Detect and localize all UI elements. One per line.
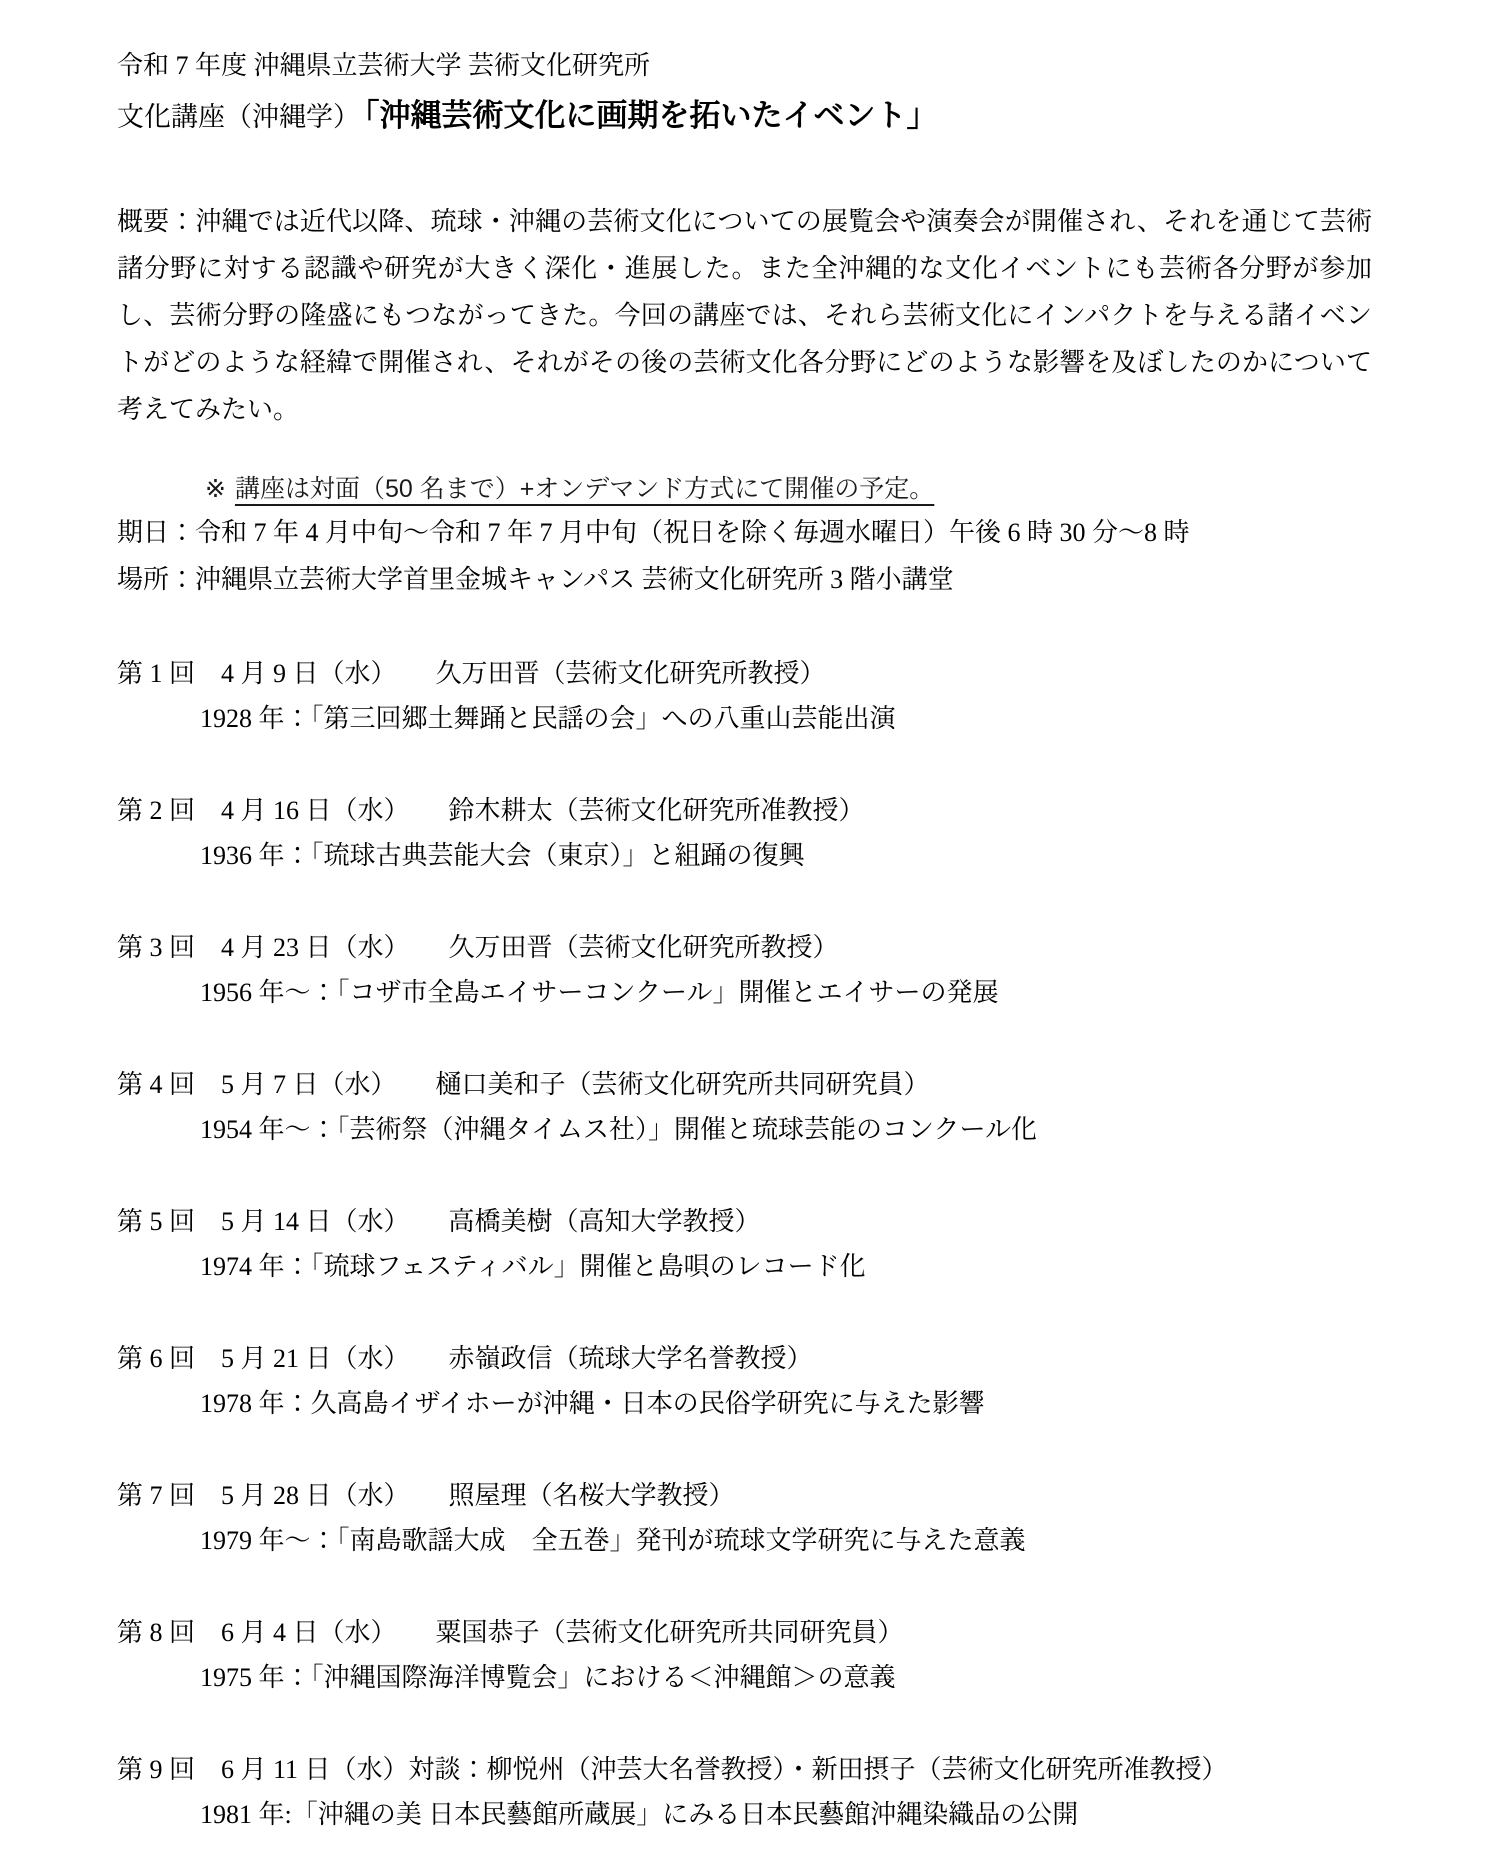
session-topic: 1978 年：久高島イザイホーが沖縄・日本の民俗学研究に与えた影響: [200, 1389, 985, 1418]
session-header: 第 6 回 5 月 21 日（水） 赤嶺政信（琉球大学名誉教授）: [117, 1344, 813, 1373]
note-text: 講座は対面（50 名まで）+オンデマンド方式にて開催の予定。: [234, 475, 935, 503]
session-row: [117, 1336, 1372, 1426]
lecture-series-label: 文化講座（沖縄学）: [117, 102, 360, 132]
overview-paragraph: 概要：沖縄では近代以降、琉球・沖縄の芸術文化についての展覧会や演奏会が開催され、それを通じて芸術諸分野に対する認識や研究が大きく深化・進展した。また全沖縄的な文化イベントにも芸術各分野が参加し、芸術分野の隆盛にもつながってきた。今回の講座では、それら芸術文化にインパクトを与える諸イベントがどのような経緯で開催され、それがその後の芸術文化各分野にどのような影響を及ぼしたのかについて考えてみたい。: [117, 207, 1372, 424]
institution-header: 令和 7 年度 沖縄県立芸術大学 芸術文化研究所: [117, 51, 651, 80]
session-topic: 1975 年：「沖縄国際海洋博覧会」における＜沖縄館＞の意義: [200, 1663, 896, 1692]
session-header: 第 7 回 5 月 28 日（水） 照屋理（名桜大学教授）: [117, 1481, 735, 1510]
session-header: 第 8 回 6 月 4 日（水） 粟国恭子（芸術文化研究所共同研究員）: [117, 1618, 904, 1647]
session-topic: 1954 年～：「芸術祭（沖縄タイムス社）」開催と琉球芸能のコンクール化: [200, 1115, 1037, 1144]
lecture-series-title: 「沖縄芸術文化に画期を拓いたイベント」: [364, 98, 938, 133]
session-row: [117, 1062, 1372, 1152]
session-topic: 1936 年：「琉球古典芸能大会（東京）」と組踊の復興: [200, 841, 805, 870]
session-topic: 1981 年:「沖縄の美 日本民藝館所蔵展」にみる日本民藝館沖縄染織品の公開: [200, 1800, 1079, 1829]
session-row: [117, 651, 1372, 741]
session-topic: 1956 年～：「コザ市全島エイサーコンクール」開催とエイサーの発展: [200, 978, 999, 1007]
session-header: 第 5 回 5 月 14 日（水） 高橋美樹（高知大学教授）: [117, 1207, 761, 1236]
session-row: [117, 1199, 1372, 1289]
session-row: [117, 925, 1372, 1015]
schedule-line: 期日：令和 7 年 4 月中旬～令和 7 年 7 月中旬（祝日を除く毎週水曜日）午後 6 時 30 分～8 時: [117, 518, 1190, 547]
session-header: 第 1 回 4 月 9 日（水） 久万田晋（芸術文化研究所教授）: [117, 659, 826, 688]
session-topic: 1928 年：「第三回郷土舞踊と民謡の会」への八重山芸能出演: [200, 704, 896, 733]
session-list: [117, 651, 1372, 1837]
format-note: [117, 469, 1372, 509]
session-header: 第 2 回 4 月 16 日（水） 鈴木耕太（芸術文化研究所准教授）: [117, 796, 865, 825]
page-title: [117, 92, 1372, 146]
session-topic: 1974 年：「琉球フェスティバル」開催と島唄のレコード化: [200, 1252, 866, 1281]
session-header: 第 3 回 4 月 23 日（水） 久万田晋（芸術文化研究所教授）: [117, 933, 839, 962]
session-row: [117, 1610, 1372, 1700]
session-header: 第 9 回 6 月 11 日（水）対談：柳悦州（沖芸大名誉教授）・新田摂子（芸術文化研究所准教授）: [117, 1755, 1228, 1784]
session-row: [117, 788, 1372, 878]
venue-line: 場所：沖縄県立芸術大学首里金城キャンパス 芸術文化研究所 3 階小講堂: [117, 565, 954, 594]
session-topic: 1979 年～：「南島歌謡大成 全五巻」発刊が琉球文学研究に与えた意義: [200, 1526, 1026, 1555]
session-header: 第 4 回 5 月 7 日（水） 樋口美和子（芸術文化研究所共同研究員）: [117, 1070, 930, 1099]
session-row: [117, 1473, 1372, 1563]
note-marker: ※: [205, 475, 226, 503]
session-row: [117, 1747, 1372, 1837]
